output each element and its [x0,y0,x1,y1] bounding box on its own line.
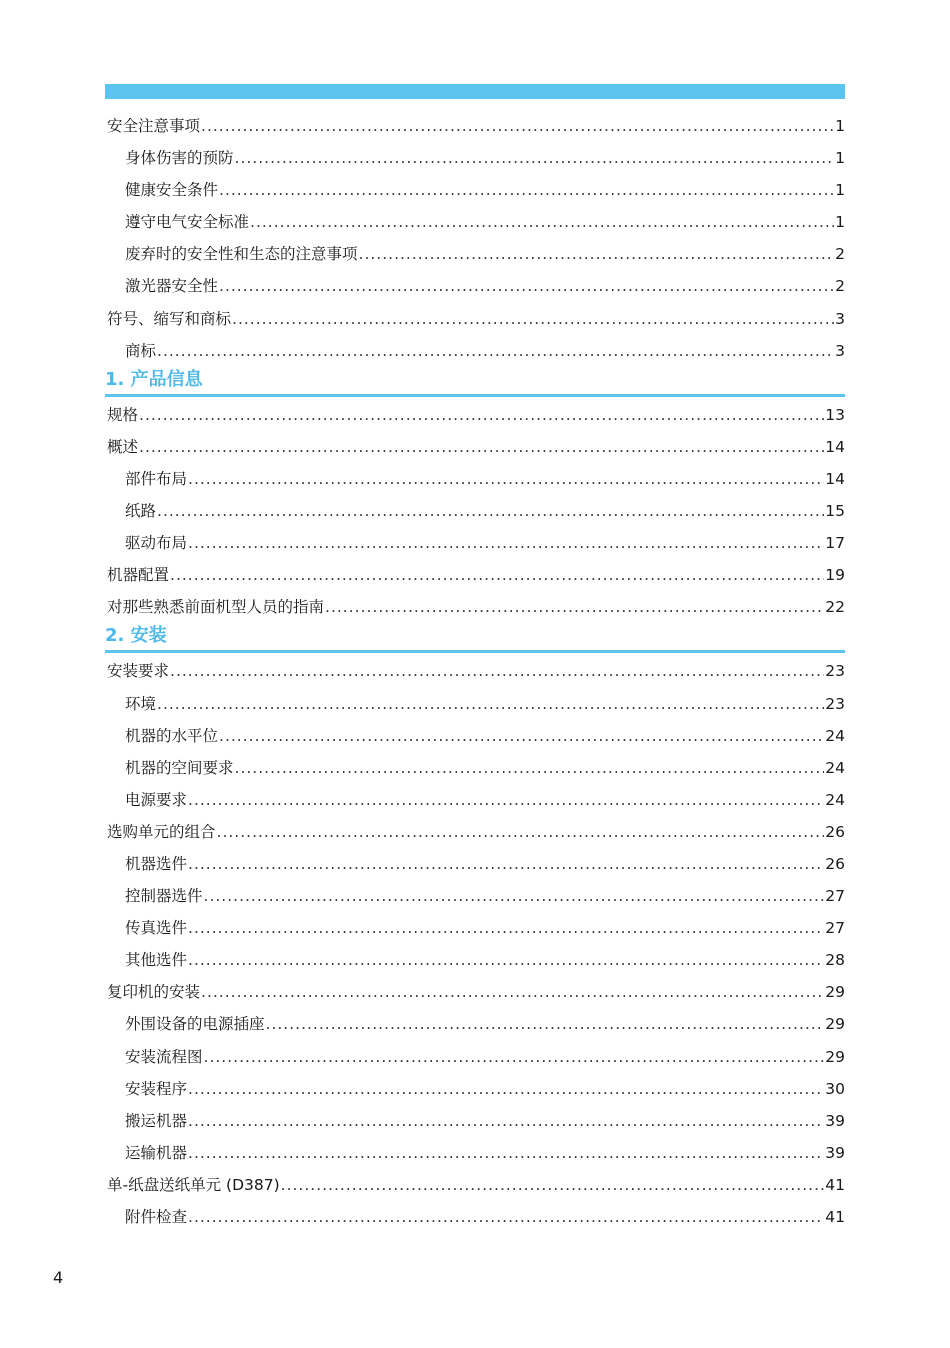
toc-entry-page: 1 [835,181,845,200]
toc-entry-label: 安装要求 [107,662,170,681]
toc-entry-label: 机器的空间要求 [125,758,234,777]
dot-leader [188,848,824,880]
toc-entry[interactable] [105,463,845,495]
dot-leader [157,688,824,720]
toc-entry[interactable] [105,335,845,367]
toc-entry-label: 安全注意事项 [107,117,201,135]
page-number: 4 [53,1268,64,1287]
toc-entry-page: 39 [825,1111,845,1130]
toc-entry-page: 23 [825,694,845,713]
toc-entry-page: 28 [825,951,845,970]
dot-leader [217,816,825,848]
toc-entry-page: 17 [825,534,845,553]
dot-leader [235,752,825,784]
toc-entry-page: 24 [825,726,845,745]
toc-entry-label: 纸路 [125,502,157,521]
toc-entry-label: 控制器选件 [125,887,203,906]
toc-entry-page: 29 [825,1015,845,1034]
toc-entry-page: 27 [825,887,845,906]
toc-entry-label: 附件检查 [125,1208,188,1226]
dot-leader [188,463,824,495]
toc-entry-label: 驱动布局 [125,534,188,553]
toc-entry[interactable] [105,399,845,431]
dot-leader [359,238,835,270]
toc-entry-label: 复印机的安装 [107,983,201,1002]
toc-entry[interactable] [105,1041,845,1073]
toc-entry-label: 对那些熟悉前面机型人员的指南 [107,598,325,617]
toc-entry[interactable] [105,527,845,559]
toc-entry-label: 机器配置 [107,566,170,585]
toc-entry-page: 29 [825,1047,845,1066]
toc-entry-page: 41 [825,1208,845,1226]
toc-entry[interactable] [105,238,845,270]
toc-entry[interactable] [105,688,845,720]
toc-entry-label: 外围设备的电源插座 [125,1015,265,1034]
toc-entry[interactable] [105,303,845,335]
toc-entry-label: 符号、缩写和商标 [107,309,232,328]
dot-leader [188,527,824,559]
toc-entry-label: 传真选件 [125,919,188,938]
toc-entry-label: 运输机器 [125,1143,188,1162]
toc-entry-label: 废弃时的安全性和生态的注意事项 [125,245,358,264]
dot-leader [204,880,825,912]
toc-entry-page: 24 [825,758,845,777]
toc-entry-page: 27 [825,919,845,938]
toc-section [105,367,845,624]
toc-entry-page: 2 [835,277,845,296]
dot-leader [157,495,824,527]
toc-entry[interactable] [105,270,845,302]
dot-leader [170,655,824,687]
toc-entry[interactable] [105,1137,845,1169]
toc-entry[interactable] [105,720,845,752]
table-of-contents [105,110,845,1233]
toc-entry-label: 机器选件 [125,854,188,873]
dot-leader [250,206,834,238]
dot-leader [139,431,824,463]
dot-leader [170,559,824,591]
dot-leader [325,591,824,623]
dot-leader [201,976,824,1008]
toc-section [105,623,845,1233]
toc-entry-page: 41 [825,1175,845,1194]
toc-entry[interactable] [105,976,845,1008]
toc-entry-page: 14 [825,469,845,488]
toc-entry-label: 机器的水平位 [125,726,219,745]
dot-leader [204,1041,825,1073]
toc-entry-label: 单-纸盘送纸单元 (D387) [107,1175,280,1194]
toc-entry-page: 29 [825,983,845,1002]
dot-leader [188,784,824,816]
toc-entry-label: 环境 [125,694,157,713]
dot-leader [281,1169,825,1201]
toc-entry[interactable] [105,944,845,976]
toc-entry[interactable] [105,142,845,174]
toc-entry-label: 安装流程图 [125,1047,203,1066]
toc-entry[interactable] [105,848,845,880]
toc-entry[interactable] [105,1201,845,1233]
toc-section [105,110,845,367]
toc-entry[interactable] [105,174,845,206]
dot-leader [188,912,824,944]
dot-leader [219,270,834,302]
toc-entry[interactable] [105,1008,845,1040]
toc-entry-page: 15 [825,502,845,521]
dot-leader [139,399,824,431]
toc-entry-page: 22 [825,598,845,617]
toc-entry-label: 选购单元的组合 [107,822,216,841]
toc-entry-label: 身体伤害的预防 [125,149,234,168]
toc-entry-page: 3 [835,341,845,360]
toc-entry-label: 安装程序 [125,1079,188,1098]
toc-entry[interactable] [105,816,845,848]
dot-leader [235,142,835,174]
toc-entry-page: 39 [825,1143,845,1162]
toc-entry-page: 26 [825,822,845,841]
dot-leader [219,174,834,206]
toc-entry[interactable] [105,495,845,527]
toc-entry[interactable] [105,1169,845,1201]
toc-entry[interactable] [105,1105,845,1137]
toc-entry-page: 2 [835,245,845,264]
toc-entry[interactable] [105,655,845,687]
toc-entry[interactable] [105,880,845,912]
dot-leader [188,1137,824,1169]
toc-entry-page: 3 [835,309,845,328]
toc-entry-label: 搬运机器 [125,1111,188,1130]
toc-entry-page: 13 [825,405,845,424]
dot-leader [201,110,834,142]
toc-entry[interactable] [105,784,845,816]
toc-entry-page: 1 [835,149,845,168]
toc-entry[interactable] [105,752,845,784]
toc-entry[interactable] [105,431,845,463]
dot-leader [232,303,834,335]
dot-leader [188,1105,824,1137]
toc-entry[interactable] [105,591,845,623]
toc-entry-page: 19 [825,566,845,585]
toc-entry-label: 其他选件 [125,951,188,970]
toc-entry-page: 24 [825,790,845,809]
toc-entry[interactable] [105,912,845,944]
dot-leader [157,335,834,367]
toc-entry[interactable] [105,1073,845,1105]
toc-entry-label: 概述 [107,437,139,456]
toc-entry-page: 1 [835,213,845,232]
toc-entry-page: 14 [825,437,845,456]
toc-entry-label: 部件布局 [125,469,188,488]
chapter-heading: 1. 产品信息 [105,367,845,397]
toc-entry-page: 1 [835,117,845,135]
toc-entry-label: 激光器安全性 [125,277,219,296]
header-accent-bar [105,84,845,99]
toc-entry[interactable] [105,206,845,238]
toc-entry-label: 健康安全条件 [125,181,219,200]
toc-entry-page: 30 [825,1079,845,1098]
dot-leader [188,944,824,976]
chapter-heading: 2. 安装 [105,623,845,653]
toc-entry-page: 23 [825,662,845,681]
toc-entry-page: 26 [825,854,845,873]
toc-entry-label: 商标 [125,341,157,360]
dot-leader [188,1201,824,1233]
dot-leader [188,1073,824,1105]
toc-entry[interactable] [105,110,845,142]
dot-leader [219,720,824,752]
toc-entry-label: 规格 [107,405,139,424]
toc-entry-label: 电源要求 [125,790,188,809]
toc-entry-label: 遵守电气安全标准 [125,213,250,232]
dot-leader [266,1008,825,1040]
toc-entry[interactable] [105,559,845,591]
